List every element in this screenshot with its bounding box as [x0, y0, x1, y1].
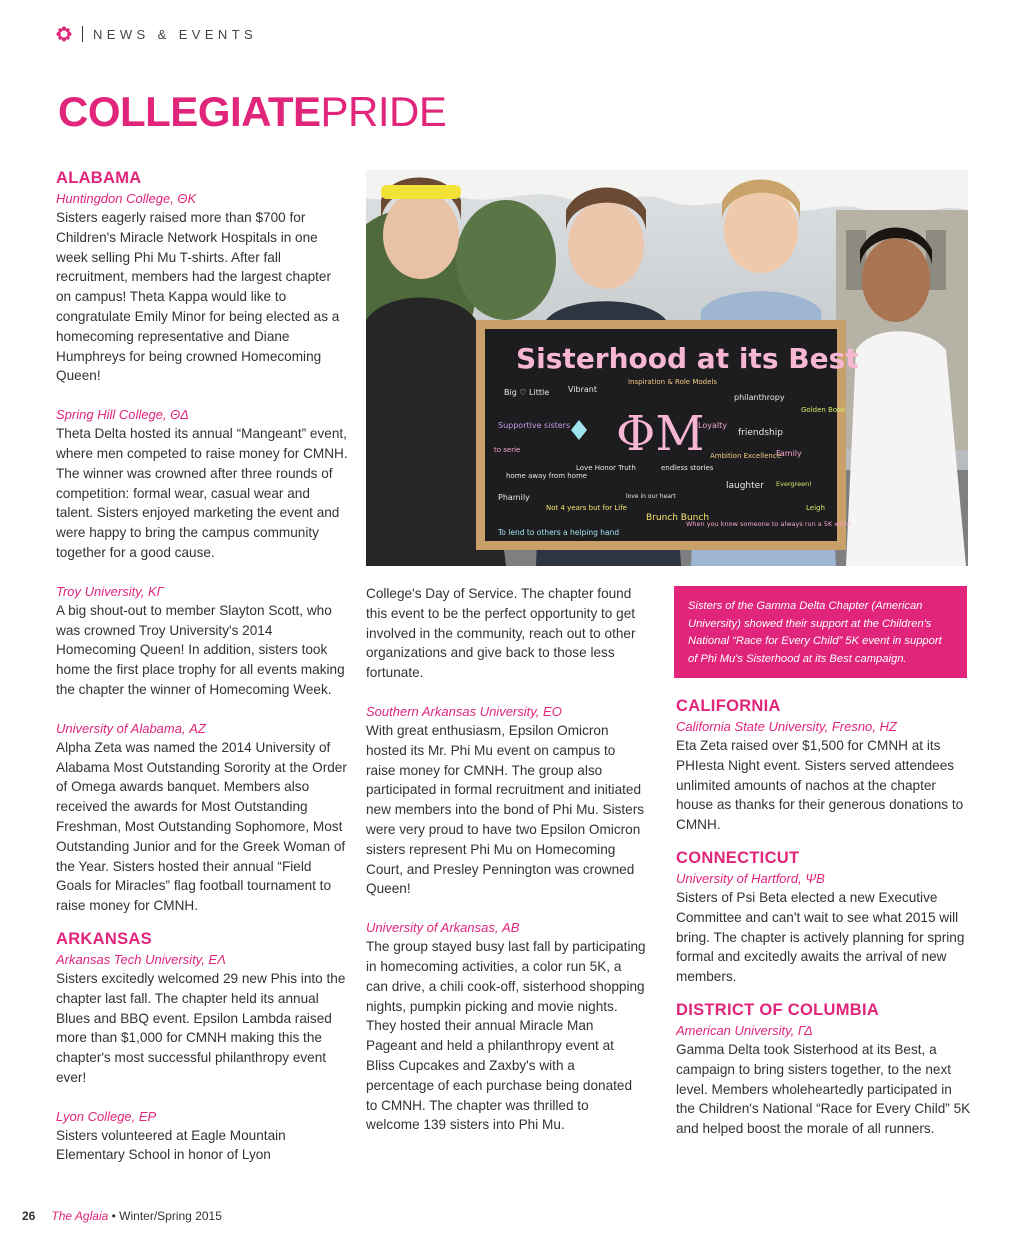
sign-note-22: Evergreen! [776, 480, 812, 488]
sign-note-7: Loyalty [698, 421, 727, 430]
sign-letters: ΦΜ [616, 406, 705, 462]
text-fresno: Eta Zeta raised over $1,500 for CMNH at its PHIesta Night event. Sisters served attendees unlimited amounts of nachos at the chapter house as thanks for their generous donations to CMNH. [676, 738, 964, 833]
text-southern-arkansas: With great enthusiasm, Epsilon Omicron hosted its Mr. Phi Mu event on campus to raise money for CMNH. The group also participated in formal recruitment and initiated new members into the bond of Phi Mu. Sisters were very proud to have two Epsilon Omicron sisters represent Phi Mu on Homecoming Court, and Presley Pennington was crowned Queen! [366, 722, 645, 897]
section-label: NEWS & EVENTS [93, 26, 258, 42]
text-university-of-arkansas: The group stayed busy last fall by participating in homecoming activities, a color run 5K, a can drive, a chili cook-off, sisterhood shopping nights, pumpkin picking and movie nights. They hosted their annual Miracle Man Pageant and held a philanthropy event at Bliss Cupcakes and Zaxby's with a percentage of each purchase being donated to CMNH. The chapter was thrilled to welcome 139 sisters into Phi Mu. [366, 939, 646, 1133]
sign-note-17: Not 4 years but for Life [546, 504, 627, 512]
sign-note-12: home away from home [506, 472, 588, 480]
text-troy: A big shout-out to member Slayton Scott, who was crowned Troy University's 2014 Homecoming Queen! In addition, sisters took home the first place trophy for all events making the chapter the winner of Homecoming Week. [56, 602, 345, 697]
school-huntingdon: Huntingdon College, ΘΚ [56, 191, 197, 206]
sign-note-9: to serie [494, 446, 521, 454]
sign-note-21: To lend to others a helping hand [498, 528, 620, 537]
sign-note-10: Ambition Excellence [710, 452, 782, 460]
school-arkansas-tech: Arkansas Tech University, ΕΛ [56, 951, 226, 967]
school-fresno: California State University, Fresno, ΗΖ [676, 719, 897, 734]
school-university-of-arkansas: University of Arkansas, ΑΒ [366, 920, 520, 936]
photo-caption-text: Sisters of the Gamma Delta Chapter (American University) showed their support at the Children's National “Race for Every Child” 5K event in support of Phi Mu's Sisterhood at its Best campaign. [688, 600, 942, 665]
column-3 [676, 696, 972, 1139]
sign-note-16: Phamily [498, 493, 530, 502]
text-arkansas-tech: Sisters excitedly welcomed 29 new Phis into the chapter last fall. The chapter held its annual Blues and BBQ event. Epsilon Lambda raised more than $1,000 for CMNH making this the chapter's most successful philanthropy event ever! [56, 970, 346, 1085]
header-divider [82, 26, 83, 42]
sign-note-13: Love Honor Truth [576, 464, 636, 472]
sign-note-4: philanthropy [734, 393, 785, 402]
title-bold: COLLEGIATE [58, 88, 321, 135]
sign-note-6: Supportive sisters [498, 421, 571, 430]
sign-note-2: Vibrant [568, 385, 597, 394]
text-huntingdon: Sisters eagerly raised more than $700 for Children's Miracle Network Hospitals in one week selling Phi Mu T-shirts. After fall recruitment, members had the largest chapter on campus! Theta Kappa would like to congratulate Emily Minor for being elected as a homecoming representative and Diane Humphreys for being crowned Homecoming Queen! [56, 210, 340, 384]
page-footer [22, 1209, 222, 1223]
sign-note-15: laughter [726, 481, 764, 491]
sign-note-19: Brunch Bunch [646, 513, 710, 523]
text-alabama: Alpha Zeta was named the 2014 University of Alabama Most Outstanding Sorority at the Order of Omega awards banquet. Members also received the awards for Most Outstanding Freshman, Most Outstanding Sophomore, Most Outstanding Junior and for the Greek Woman of the Year. Sisters hosted their annual “Field Goals for Miracles” flag football tournament to raise money for CMNH. [56, 739, 347, 914]
school-hartford: University of Hartford, ΨΒ [676, 870, 825, 886]
sign-note-18: love in our heart [626, 493, 676, 500]
state-heading-connecticut: CONNECTICUT [676, 848, 800, 867]
sign-note-23: Leigh [806, 504, 825, 512]
school-alabama: University of Alabama, ΑΖ [56, 720, 206, 736]
text-lyon-continued: College's Day of Service. The chapter found this event to be the perfect opportunity to get involved in the community, reach out to other organizations and give back to those less fortunate. [366, 586, 636, 681]
page-number: 26 [22, 1209, 36, 1223]
state-heading-arkansas: ARKANSAS [56, 929, 152, 948]
flower-logo-icon [56, 26, 72, 42]
issue-label: • Winter/Spring 2015 [108, 1209, 222, 1223]
column-1 [56, 168, 348, 1165]
page-title [58, 86, 446, 138]
sign-note-1: Big ♡ Little [504, 388, 550, 397]
magazine-name: The Aglaia [51, 1209, 109, 1223]
sign-note-14: endless stories [661, 464, 714, 472]
school-spring-hill: Spring Hill College, ΘΔ [56, 407, 189, 423]
section-header [56, 26, 257, 42]
school-southern-arkansas: Southern Arkansas University, ΕΟ [366, 703, 562, 719]
text-american: Gamma Delta took Sisterhood at its Best, a campaign to bring sisters together, to the next level. Members wholeheartedly participated in the Children's National “Race for Every Child” 5K and helped boost the morale of all runners. [676, 1041, 971, 1137]
state-heading-california: CALIFORNIA [676, 697, 781, 715]
sign-note-20: When you know someone to always run a 5K with! [686, 520, 851, 528]
text-hartford: Sisters of Psi Beta elected a new Executive Committee and can't wait to see what 2015 will bring. The chapter is actively planning for spring formal and excitedly awaits the arrival of new members. [676, 889, 965, 985]
school-american: American University, ΓΔ [676, 1022, 813, 1038]
text-spring-hill: Theta Delta hosted its annual “Mangeant” event, where men competed to raise money for CMNH. The winner was crowned after three rounds of competition: formal wear, casual wear and talent. Sisters enjoyed marketing the event and were happy to bring the campus community together for a good cause. [56, 426, 348, 560]
state-heading-alabama: ALABAMA [56, 169, 142, 187]
column-2 [366, 584, 646, 1135]
school-troy: Troy University, ΚΓ [56, 583, 165, 599]
sign-note-5: Golden Book [801, 406, 846, 414]
sign-title: Sisterhood at its Best [516, 342, 859, 375]
text-lyon: Sisters volunteered at Eagle Mountain Elementary School in honor of Lyon [56, 1127, 286, 1163]
state-heading-dc: DISTRICT OF COLUMBIA [676, 1000, 880, 1019]
photo-caption [674, 586, 967, 678]
chapter-photo [366, 170, 968, 566]
sign-note-11: Family [776, 449, 802, 458]
title-light: PRIDE [320, 88, 447, 135]
sign-note-3: Inspiration & Role Models [628, 378, 717, 386]
school-lyon: Lyon College, ΕΡ [56, 1108, 157, 1124]
sign-note-8: friendship [738, 428, 783, 438]
